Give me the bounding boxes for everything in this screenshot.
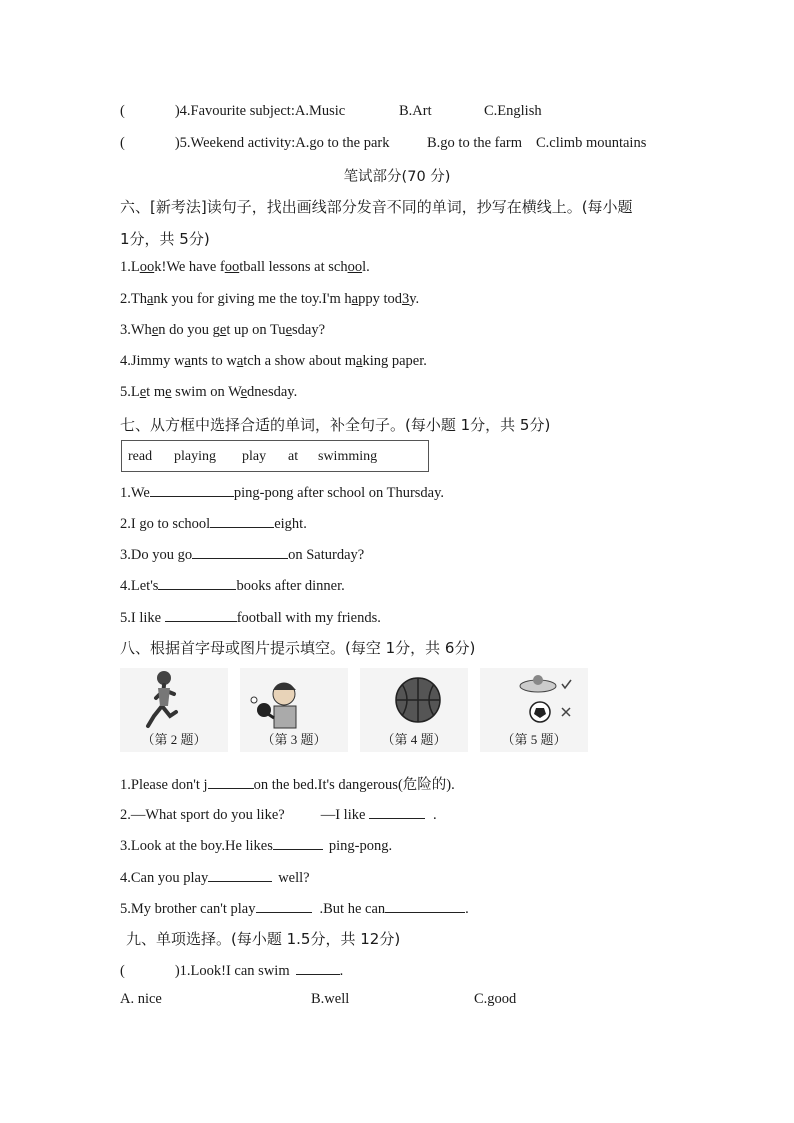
s7-item-4 bbox=[120, 575, 345, 595]
section9-heading: 九、单项选择。(每小题 1.5分，共 12分) bbox=[126, 930, 401, 948]
item-text: L bbox=[130, 384, 140, 400]
answer-blank[interactable] bbox=[208, 867, 272, 882]
word-bank-item: at bbox=[288, 449, 299, 464]
item-text: tball lessons at sch bbox=[239, 259, 348, 275]
answer-paren[interactable]: ( bbox=[120, 963, 125, 979]
s8-item-3 bbox=[120, 835, 392, 855]
item-text: 4. bbox=[120, 353, 131, 369]
section7-heading: 七、从方框中选择合适的单词，补全句子。(每小题 1分，共 5分) bbox=[120, 416, 551, 434]
answer-blank[interactable] bbox=[165, 607, 237, 622]
item-text: 4.Can you play bbox=[120, 870, 209, 886]
item-text: 2. bbox=[120, 291, 131, 307]
word-bank-item: playing bbox=[174, 449, 216, 464]
word-bank-item: swimming bbox=[318, 449, 378, 464]
listening-q5 bbox=[120, 135, 390, 152]
answer-blank[interactable] bbox=[158, 575, 236, 590]
answer-blank[interactable] bbox=[369, 804, 425, 819]
item-text: 3.Do you go bbox=[120, 547, 193, 563]
word-bank-item: read bbox=[128, 449, 153, 464]
item-text: . bbox=[433, 807, 437, 823]
s6-item-5 bbox=[120, 384, 297, 401]
underlined-sound: a bbox=[356, 353, 363, 369]
s6-item-1 bbox=[120, 259, 370, 276]
basketball-icon bbox=[360, 668, 468, 732]
answer-blank[interactable] bbox=[273, 835, 323, 850]
underlined-sound: a bbox=[351, 291, 359, 307]
section6-heading-line2: 1分，共 5分) bbox=[120, 230, 210, 248]
item-text: 1. bbox=[120, 259, 131, 275]
item-text: l. bbox=[362, 259, 370, 275]
item-text: eight. bbox=[274, 516, 307, 532]
option-b: B.go to the farm bbox=[427, 135, 523, 151]
picture-hints bbox=[120, 668, 590, 752]
question-text: )5.Weekend activity: bbox=[174, 135, 296, 151]
item-text: ping-pong. bbox=[328, 838, 393, 854]
s6-item-2 bbox=[120, 291, 419, 308]
underlined-sound: e bbox=[219, 322, 227, 338]
question-text: )1.Look!I can swim bbox=[174, 963, 290, 979]
s8-item-4 bbox=[120, 867, 310, 887]
item-text: ping-pong after school on Thursday. bbox=[233, 485, 445, 501]
s8-item-2 bbox=[120, 804, 437, 824]
item-text: 1.We bbox=[120, 485, 150, 501]
picture-4 bbox=[360, 668, 468, 752]
listening-q4 bbox=[120, 103, 345, 120]
question-text: . bbox=[339, 963, 344, 979]
answer-blank[interactable] bbox=[256, 898, 312, 913]
item-text: on the bed.It's dangerous( bbox=[253, 777, 403, 793]
jumping-girl-icon bbox=[120, 668, 228, 732]
option-a: A.go to the park bbox=[295, 135, 390, 151]
item-text: n do you g bbox=[158, 322, 220, 338]
item-text: Th bbox=[130, 291, 147, 307]
s7-item-2 bbox=[120, 513, 307, 533]
option-c: C.climb mountains bbox=[536, 135, 647, 151]
underlined-sound: e bbox=[285, 322, 292, 338]
written-part-title: 笔试部分(70 分) bbox=[343, 169, 451, 185]
underlined-sound: 3 bbox=[401, 291, 410, 307]
option-a: A.Music bbox=[294, 103, 346, 119]
answer-blank[interactable] bbox=[150, 482, 234, 497]
s6-item-4 bbox=[120, 353, 427, 370]
item-text: 5.I like bbox=[120, 610, 165, 626]
item-text: 4.Let's bbox=[120, 578, 159, 594]
underlined-sound: e bbox=[165, 384, 172, 400]
item-text: books after dinner. bbox=[236, 578, 345, 594]
s8-item-5 bbox=[120, 898, 469, 918]
underlined-sound: a bbox=[184, 353, 191, 369]
question-text: )4.Favourite subject: bbox=[174, 103, 295, 119]
item-text: L bbox=[130, 259, 140, 275]
item-text: 2.I go to school bbox=[120, 516, 211, 532]
option-b[interactable]: B.well bbox=[311, 991, 350, 1007]
item-text: k!We have f bbox=[154, 259, 225, 275]
item-text: nk you for giving me the toy.I'm h bbox=[153, 291, 352, 307]
word-bank bbox=[121, 440, 429, 472]
picture-caption: （第 5 题） bbox=[501, 732, 567, 747]
section8-heading: 八、根据首字母或图片提示填空。(每空 1分，共 6分) bbox=[120, 639, 476, 657]
answer-paren[interactable]: ( bbox=[120, 135, 125, 151]
s7-item-1 bbox=[120, 482, 444, 502]
s7-item-5 bbox=[120, 607, 381, 627]
picture-3 bbox=[240, 668, 348, 752]
item-text: tch a show about m bbox=[243, 353, 357, 369]
s8-item-1 bbox=[120, 773, 455, 794]
underlined-sound: a bbox=[236, 353, 244, 369]
underlined-sound: oo bbox=[139, 259, 155, 275]
option-b: B.Art bbox=[399, 103, 432, 119]
item-text: 3. bbox=[120, 322, 131, 338]
item-text: 5.My brother can't play bbox=[120, 901, 256, 917]
underlined-sound: oo bbox=[224, 259, 240, 275]
word-bank-item: play bbox=[242, 449, 267, 464]
option-c[interactable]: C.good bbox=[474, 991, 517, 1007]
item-text: ppy tod bbox=[358, 291, 402, 307]
item-text: t m bbox=[146, 384, 166, 400]
item-text: dnesday. bbox=[247, 384, 298, 400]
answer-blank[interactable] bbox=[208, 774, 254, 789]
answer-blank[interactable] bbox=[192, 544, 288, 559]
option-a[interactable]: A. nice bbox=[120, 991, 162, 1007]
item-text: —I like bbox=[320, 807, 370, 823]
s6-item-3 bbox=[120, 322, 325, 339]
picture-2 bbox=[120, 668, 228, 752]
item-text: nts to w bbox=[190, 353, 237, 369]
underlined-sound: oo bbox=[347, 259, 363, 275]
item-text: king paper. bbox=[362, 353, 427, 369]
item-text: Jimmy w bbox=[130, 353, 185, 369]
item-text: .But he can bbox=[319, 901, 386, 917]
item-text: 2.—What sport do you like? bbox=[120, 807, 285, 823]
item-text: 1.Please don't j bbox=[120, 777, 208, 793]
picture-caption: （第 2 题） bbox=[141, 732, 207, 747]
item-text: . bbox=[465, 901, 469, 917]
ping-pong-boy-icon bbox=[240, 668, 348, 732]
swim-football-icon bbox=[480, 668, 588, 732]
underlined-sound: e bbox=[240, 384, 248, 400]
s9-q1 bbox=[120, 960, 343, 980]
option-c: C.English bbox=[484, 103, 542, 119]
section6-heading-line1: 六、[新考法]读句子，找出画线部分发音不同的单词，抄写在横线上。(每小题 bbox=[120, 198, 633, 216]
item-text: ). bbox=[446, 777, 455, 793]
answer-paren[interactable]: ( bbox=[120, 103, 125, 119]
item-text: well? bbox=[278, 870, 310, 886]
underlined-sound: e bbox=[139, 384, 147, 400]
picture-caption: （第 3 题） bbox=[261, 732, 327, 747]
item-text: 5. bbox=[120, 384, 131, 400]
answer-blank[interactable] bbox=[385, 898, 465, 913]
item-text: football with my friends. bbox=[236, 610, 381, 626]
picture-caption: （第 4 题） bbox=[381, 732, 447, 747]
answer-blank[interactable] bbox=[210, 513, 274, 528]
underlined-sound: a bbox=[146, 291, 154, 307]
item-text: Wh bbox=[130, 322, 152, 338]
item-text: sday? bbox=[292, 322, 326, 338]
item-text: swim on W bbox=[171, 384, 241, 400]
item-text: 危险的 bbox=[402, 777, 447, 793]
s7-item-3 bbox=[120, 544, 364, 564]
underlined-sound: e bbox=[151, 322, 159, 338]
item-text: y. bbox=[409, 291, 420, 307]
item-text: on Saturday? bbox=[288, 547, 365, 563]
item-text: 3.Look at the boy.He likes bbox=[120, 838, 273, 854]
answer-blank[interactable] bbox=[296, 960, 340, 975]
picture-5 bbox=[480, 668, 588, 752]
item-text: t up on Tu bbox=[226, 322, 286, 338]
